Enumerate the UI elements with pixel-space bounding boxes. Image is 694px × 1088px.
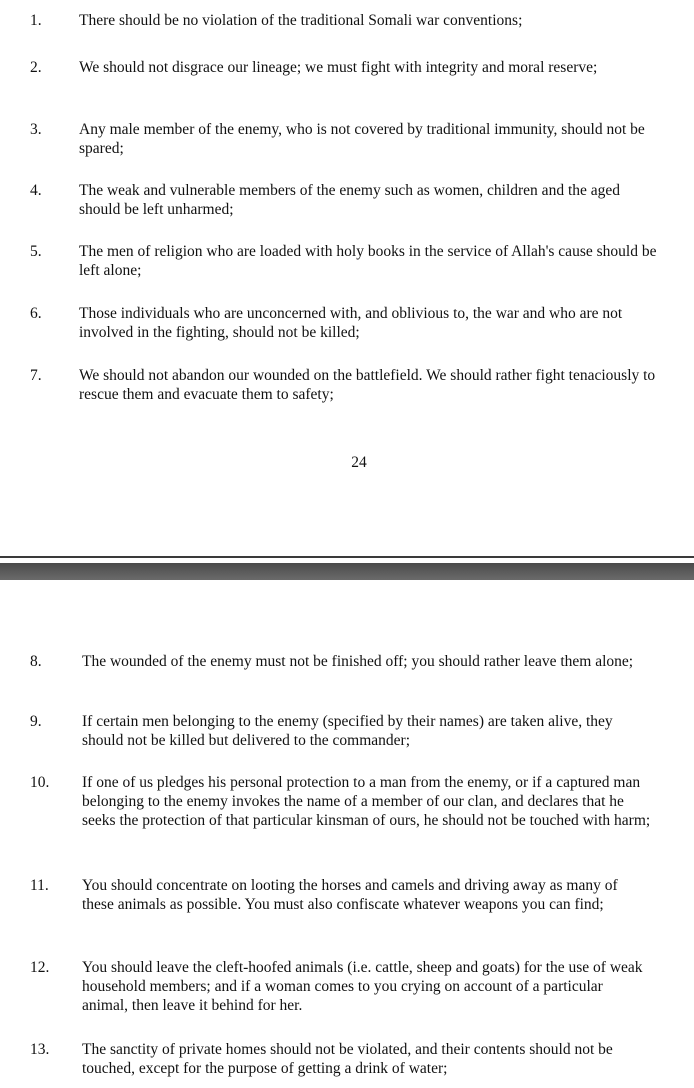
item-number: 4. xyxy=(30,182,42,199)
document-page-bottom xyxy=(0,580,694,1088)
item-number: 5. xyxy=(30,243,42,260)
item-number: 3. xyxy=(30,121,42,138)
item-number: 12. xyxy=(30,959,50,976)
item-text: We should not disgrace our lineage; we must fight with integrity and moral reserve; xyxy=(79,59,598,76)
item-number: 6. xyxy=(30,305,42,322)
page-separator-line xyxy=(0,556,694,558)
item-number: 2. xyxy=(30,59,42,76)
item-number: 9. xyxy=(30,713,42,730)
item-number: 13. xyxy=(30,1041,50,1058)
item-text: You should leave the cleft-hoofed animals (i.e. cattle, sheep and goats) for the use of weak household members; and if a woman comes to you crying on account of a particular animal, then leave it behind for her. xyxy=(82,959,643,1014)
item-text: There should be no violation of the traditional Somali war conventions; xyxy=(79,12,523,29)
item-number: 7. xyxy=(30,367,42,384)
item-text: You should concentrate on looting the horses and camels and driving away as many of these animals as possible. You must also confiscate whatever weapons you can find; xyxy=(82,877,618,913)
item-number: 11. xyxy=(30,877,49,894)
item-text: Any male member of the enemy, who is not covered by traditional immunity, should not be spared; xyxy=(79,121,645,157)
item-text: If one of us pledges his personal protection to a man from the enemy, or if a captured man belonging to the enemy invokes the name of a member of our clan, and declares that he seeks the protection of that particular kinsman of ours, he should not be touched with harm; xyxy=(82,774,651,829)
item-text: The wounded of the enemy must not be finished off; you should rather leave them alone; xyxy=(82,653,634,670)
item-number: 8. xyxy=(30,653,42,670)
page-separator-band xyxy=(0,563,694,580)
item-text: The sanctity of private homes should not be violated, and their contents should not be touched, except for the purpose of getting a drink of water; xyxy=(82,1041,613,1077)
item-text: Those individuals who are unconcerned with, and oblivious to, the war and who are not involved in the fighting, should not be killed; xyxy=(79,305,623,341)
page-number: 24 xyxy=(351,454,367,471)
item-number: 1. xyxy=(30,12,42,29)
item-text: The men of religion who are loaded with holy books in the service of Allah's cause should be left alone; xyxy=(79,243,657,279)
item-text: If certain men belonging to the enemy (specified by their names) are taken alive, they should not be killed but delivered to the commander; xyxy=(82,713,613,749)
item-text: We should not abandon our wounded on the battlefield. We should rather fight tenaciously to rescue them and evacuate them to safety; xyxy=(79,367,656,403)
item-text: The weak and vulnerable members of the enemy such as women, children and the aged should be left unharmed; xyxy=(79,182,621,218)
item-number: 10. xyxy=(30,774,50,791)
